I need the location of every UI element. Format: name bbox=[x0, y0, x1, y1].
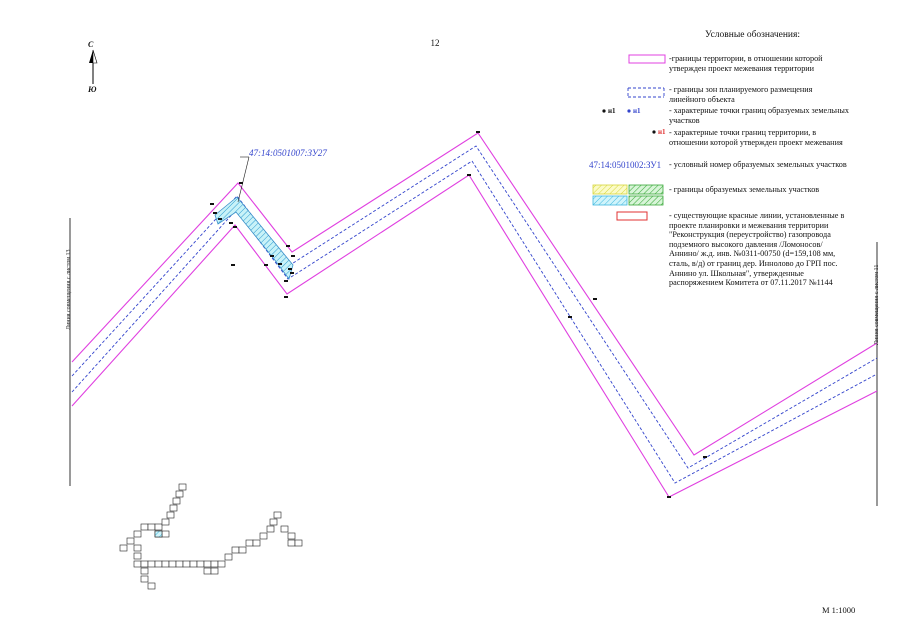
legend-swatches bbox=[593, 55, 665, 220]
legend-item-parcel-boundaries: - границы образуемых земельных участков bbox=[669, 185, 820, 194]
legend-marker-red: н1 bbox=[658, 128, 666, 136]
match-line-right-label: Линия совмещения с листом 11 bbox=[874, 264, 880, 345]
overview-key-map bbox=[120, 484, 302, 589]
legend-title: Условные обозначения: bbox=[705, 30, 801, 40]
scale-label: М 1:1000 bbox=[822, 605, 856, 615]
south-label: Ю bbox=[88, 85, 97, 94]
zone-boundary-lower bbox=[72, 161, 877, 483]
legend-parcel-number: 47:14:0501002:ЗУ1 bbox=[589, 160, 662, 170]
legend-item-territory-points: - характерные точки границ территории, в отношении которой утвержден проект межевания bbox=[669, 128, 843, 147]
north-arrow-icon bbox=[89, 50, 97, 84]
legend-item-red-lines: - существующие красные линии, установленные в проекте планировки и межевания территории "Реконструкция (переустройство) газопровода подземного высокого давления /Ломоносов/Аннино/ ж.д. инв. №0311-00750 (d=159,108 мм, сталь, в/д) от границ дер. Иннолово до ГРП пос. Аннино ул. Школьная", утвержденные распоряжением Комитета от 07.11.2017 №1144 bbox=[669, 211, 845, 288]
parcel-label: 47:14:0501007:ЗУ27 bbox=[249, 148, 327, 158]
legend-item-zone: - границы зон планируемого размещения линейного объекта bbox=[669, 85, 813, 104]
legend-item-territory: -границы территории, в отношении которой утвержден проект межевания территории bbox=[669, 54, 823, 73]
territory-boundary-upper bbox=[72, 133, 877, 455]
legend-marker-blue: н1 bbox=[633, 107, 641, 115]
legend-item-parcel-points: - характерные точки границ образуемых земельных участков bbox=[669, 106, 849, 125]
match-line-left-label: Линия совмещения с листом 13 bbox=[66, 249, 72, 330]
page-number: 12 bbox=[430, 38, 440, 48]
north-label: С bbox=[88, 40, 94, 49]
legend-marker-black: н1 bbox=[608, 107, 616, 115]
legend-item-parcel-number: - условный номер образуемых земельных участков bbox=[669, 160, 847, 169]
